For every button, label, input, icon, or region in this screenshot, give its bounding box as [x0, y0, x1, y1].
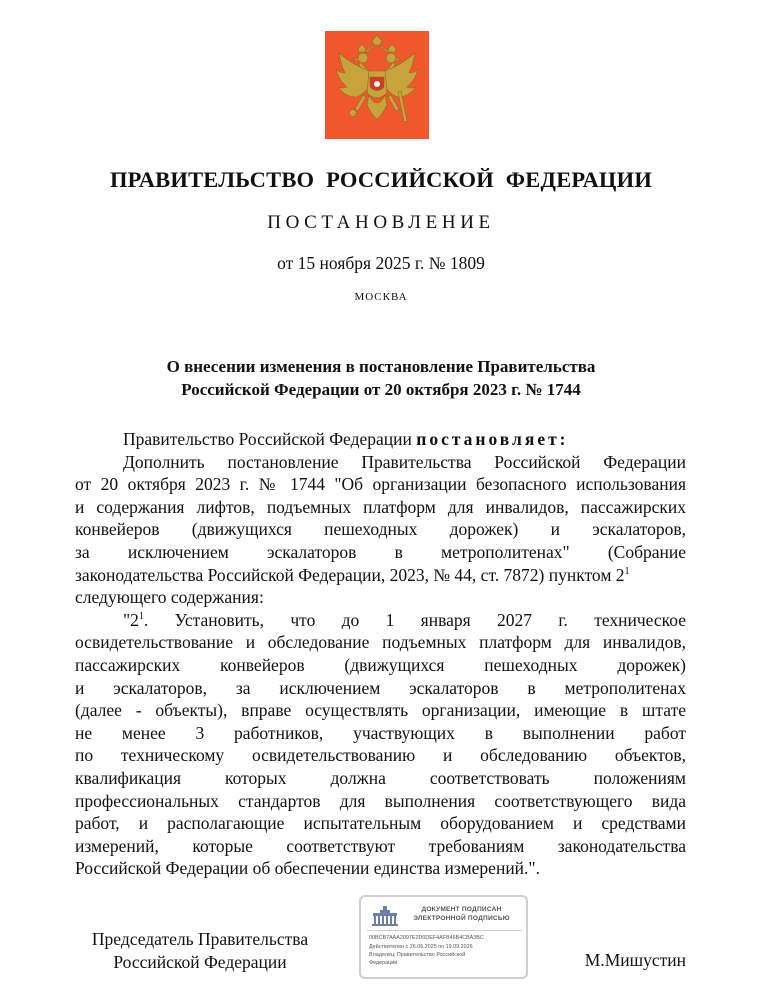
double-headed-eagle-icon — [325, 31, 429, 139]
body-line: пассажирских конвейеров (движущихся пешеходных дорожек) — [75, 654, 686, 675]
body-text: "2 — [123, 609, 139, 630]
document-city: МОСКВА — [354, 291, 408, 303]
document-body — [75, 428, 686, 880]
certificate-owner: Федерации — [369, 960, 398, 966]
certificate-validity: Действителен с 26.06.2025 по 19.09.2026 — [369, 944, 473, 950]
body-line: за исключением эскалаторов в метрополитенах" (Собрание — [75, 541, 686, 562]
body-line: и содержания лифтов, подъемных платформ для инвалидов, пассажирских — [75, 496, 686, 517]
body-line: работ, и располагающие испытательным оборудованием и средствами — [75, 813, 686, 834]
body-line: измерений, которые соответствуют требованиям законодательства — [75, 835, 686, 856]
electronic-signature-stamp — [359, 895, 528, 979]
certificate-serial: 00BCB7AAA2097E2D0DEF4AFB46B4CBA3BC — [369, 935, 484, 941]
body-line: Дополнить постановление Правительства Российской Федерации — [123, 451, 686, 472]
stamp-header — [367, 903, 522, 929]
government-building-icon — [371, 905, 399, 927]
body-line: от 20 октября 2023 г. № 1744 "Об организации безопасного использования — [75, 474, 686, 495]
signatory-role — [75, 928, 325, 973]
body-text: . Установить, что до 1 января 2027 г. техническое — [143, 609, 686, 630]
certificate-owner: Владелец: Правительство Российской — [369, 952, 466, 958]
heading-line: О внесении изменения в постановление Правительства — [166, 357, 596, 376]
government-title: ПРАВИТЕЛЬСТВО РОССИЙСКОЙ ФЕДЕРАЦИИ — [109, 167, 653, 192]
role-line: Председатель Правительства — [91, 929, 309, 949]
signatory-name: М.Мишустин — [584, 950, 686, 970]
body-line: по техническому освидетельствованию и обследованию объектов, — [75, 745, 686, 766]
body-line: профессиональных стандартов для выполнения соответствующего вида — [75, 790, 686, 811]
body-text: законодательства Российской Федерации, 2023, № 44, ст. 7872) пунктом 2 — [75, 564, 625, 585]
body-line — [75, 564, 686, 587]
body-line: освидетельствование и обследование подъемных платформ для инвалидов, — [75, 632, 686, 653]
body-line: (далее - объекты), вправе осуществлять организации, имеющие в штате — [75, 700, 686, 721]
body-line: следующего содержания: — [75, 587, 264, 608]
coat-of-arms-emblem — [325, 31, 429, 139]
body-line — [75, 609, 686, 632]
body-line — [75, 428, 686, 451]
stamp-divider — [367, 930, 522, 931]
body-line: конвейеров (движущихся пешеходных дорожек) и эскалаторов, — [75, 519, 686, 540]
body-text: Правительство Российской Федерации — [123, 429, 417, 449]
superscript: 1 — [138, 610, 144, 622]
document-heading — [0, 356, 762, 401]
body-line: квалификация которых должна соответствовать положениям — [75, 767, 686, 788]
stamp-title: ДОКУМЕНТ ПОДПИСАН — [421, 906, 502, 913]
body-line: Российской Федерации об обеспечении единства измерений.". — [75, 858, 540, 879]
document-date-number: от 15 ноября 2025 г. № 1809 — [277, 253, 485, 273]
superscript: 1 — [624, 565, 630, 577]
stamp-subtitle: ЭЛЕКТРОННОЙ ПОДПИСЬЮ — [413, 915, 510, 922]
heading-line: Российской Федерации от 20 октября 2023 г. № 1744 — [181, 379, 581, 399]
document-type: ПОСТАНОВЛЕНИЕ — [267, 212, 495, 233]
decree-word: постановляет: — [416, 429, 569, 449]
body-line: и эскалаторов, за исключением эскалаторов в метрополитенах — [75, 677, 686, 698]
body-line: не менее 3 работников, участвующих в выполнении работ — [75, 722, 686, 743]
role-line: Российской Федерации — [113, 951, 287, 972]
